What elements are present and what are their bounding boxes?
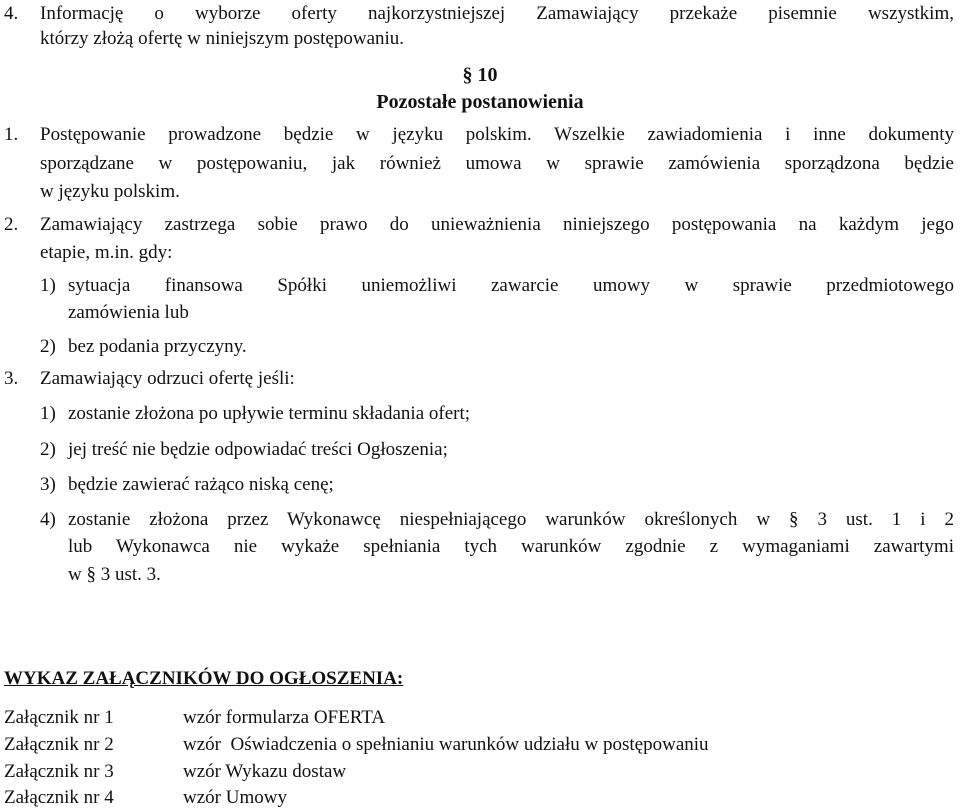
point-1-number: 1. [4, 124, 19, 145]
section-title: Pozostałe postanowienia [376, 91, 584, 113]
point-3-item-4-number: 4) [40, 509, 56, 530]
attachment-1-label: Załącznik nr 1 [4, 707, 114, 728]
attachment-1-desc: wzór formularza OFERTA [183, 707, 386, 728]
paragraph-4-line-2: którzy złożą ofertę w niniejszym postępowaniu. [40, 28, 405, 49]
point-3-item-4-line-3: w § 3 ust. 3. [68, 564, 161, 585]
point-2-line-1: Zamawiający zastrzega sobie prawo do unieważnienia niniejszego postępowania na każdym jego [40, 214, 954, 235]
point-2-item-2-line-1: bez podania przyczyny. [68, 336, 247, 357]
point-3-item-3-number: 3) [40, 474, 56, 495]
point-3-number: 3. [4, 368, 19, 389]
attachment-2-label: Załącznik nr 2 [4, 734, 114, 755]
paragraph-4-number: 4. [4, 3, 19, 24]
point-2-item-1-number: 1) [40, 275, 56, 296]
point-3-line-1: Zamawiający odrzuci ofertę jeśli: [40, 368, 295, 389]
attachment-3-label: Załącznik nr 3 [4, 761, 114, 782]
attachment-4-label: Załącznik nr 4 [4, 787, 114, 808]
attachments-heading: WYKAZ ZAŁĄCZNIKÓW DO OGŁOSZENIA: [4, 668, 404, 689]
point-2-item-1-line-1: sytuacja finansowa Spółki uniemożliwi zawarcie umowy w sprawie przedmiotowego [68, 275, 954, 296]
attachment-3-desc: wzór Wykazu dostaw [183, 761, 347, 782]
point-3-item-1-number: 1) [40, 403, 56, 424]
paragraph-4-line-1: Informację o wyborze oferty najkorzystniejszej Zamawiający przekaże pisemnie wszystkim, [40, 3, 954, 24]
point-2-item-2-number: 2) [40, 336, 56, 357]
point-3-item-1-line-1: zostanie złożona po upływie terminu składania ofert; [68, 403, 471, 424]
point-3-item-4-line-1: zostanie złożona przez Wykonawcę niespełniającego warunków określonych w § 3 ust. 1 i 2 [68, 509, 954, 530]
point-1-line-2: sporządzane w postępowaniu, jak również umowa w sprawie zamówienia sporządzona będzie [40, 153, 954, 174]
point-2-item-1-line-2: zamówienia lub [68, 302, 189, 323]
point-2-number: 2. [4, 214, 19, 235]
point-3-item-2-number: 2) [40, 439, 56, 460]
section-number: § 10 [462, 64, 498, 86]
attachment-4-desc: wzór Umowy [183, 787, 287, 808]
point-2-line-2: etapie, m.in. gdy: [40, 242, 173, 263]
point-1-line-3: w języku polskim. [40, 181, 180, 202]
point-3-item-3-line-1: będzie zawierać rażąco niską cenę; [68, 474, 334, 495]
point-3-item-2-line-1: jej treść nie będzie odpowiadać treści Ogłoszenia; [68, 439, 448, 460]
attachment-2-desc: wzór Oświadczenia o spełnianiu warunków udziału w postępowaniu [183, 734, 709, 755]
point-1-line-1: Postępowanie prowadzone będzie w języku polskim. Wszelkie zawiadomienia i inne dokumenty [40, 124, 954, 145]
point-3-item-4-line-2: lub Wykonawca nie wykaże spełniania tych warunków zgodnie z wymaganiami zawartymi [68, 536, 954, 557]
